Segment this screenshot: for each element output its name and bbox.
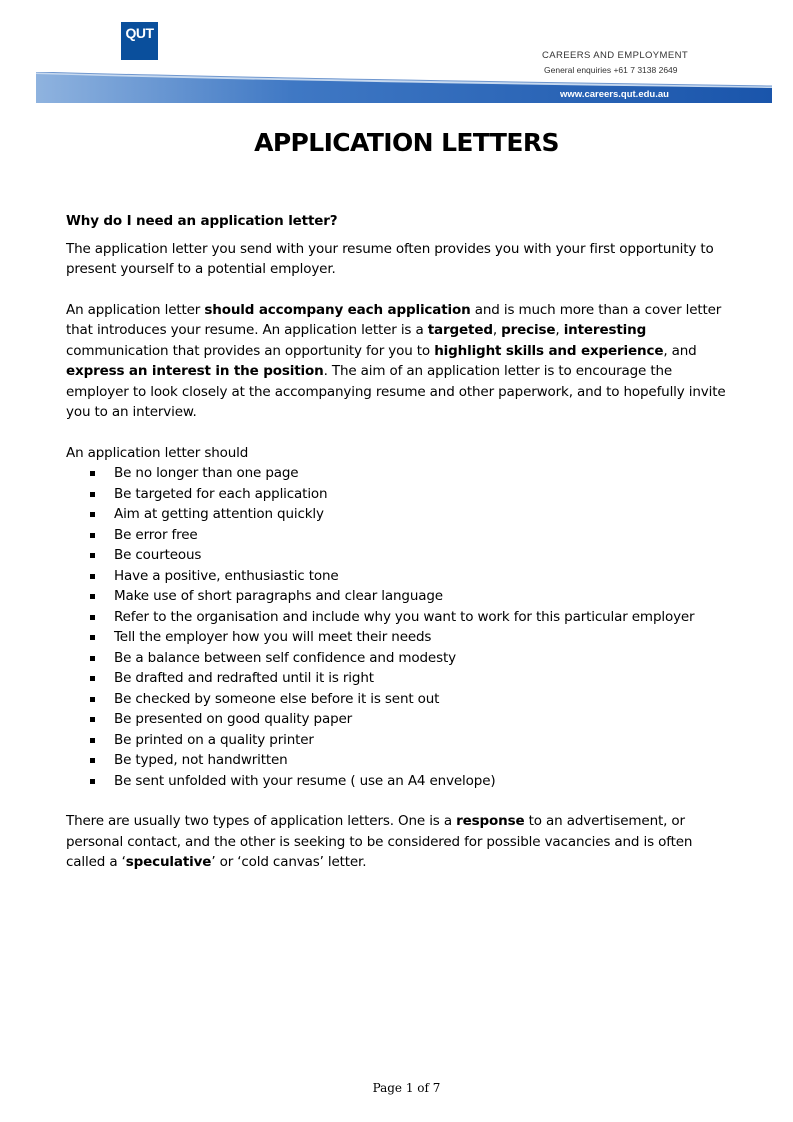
list-item: Aim at getting attention quickly (66, 504, 731, 525)
website-link[interactable]: www.careers.qut.edu.au (560, 89, 669, 100)
list-item: Be error free (66, 525, 731, 546)
types-paragraph: There are usually two types of application letters. One is a response to an advertisement, or personal contact, and the other is seeking to be considered for possible vacancies and is often called a ‘speculative’ or ‘cold canvas’ letter. (66, 813, 693, 870)
list-item: Tell the employer how you will meet their needs (66, 627, 731, 648)
page-number: Page 1 of 7 (372, 1081, 441, 1095)
list-item: Be typed, not handwritten (66, 750, 731, 771)
list-item: Have a positive, enthusiastic tone (66, 566, 731, 587)
list-item: Be no longer than one page (66, 463, 731, 484)
intro-paragraph: The application letter you send with your resume often provides you with your first opportunity to present yourself to a potential employer. (66, 240, 714, 277)
section-heading: Why do I need an application letter? (66, 213, 338, 229)
list-item: Be presented on good quality paper (66, 709, 731, 730)
list-item: Be printed on a quality printer (66, 730, 731, 751)
page-title: APPLICATION LETTERS (254, 128, 559, 157)
list-intro: An application letter should (66, 444, 249, 461)
enquiries-phone: General enquiries +61 7 3138 2649 (544, 65, 678, 75)
list-item: Be a balance between self confidence and modesty (66, 648, 731, 669)
list-item: Refer to the organisation and include why you want to work for this particular employer (66, 607, 731, 628)
list-item: Be sent unfolded with your resume ( use an A4 envelope) (66, 771, 731, 792)
list-item: Be courteous (66, 545, 731, 566)
requirements-list (66, 463, 731, 791)
qut-logo: QUT (121, 22, 158, 60)
document-body (66, 211, 731, 873)
list-item: Be checked by someone else before it is sent out (66, 689, 731, 710)
list-item: Be drafted and redrafted until it is right (66, 668, 731, 689)
list-item: Be targeted for each application (66, 484, 731, 505)
list-item: Make use of short paragraphs and clear language (66, 586, 731, 607)
purpose-paragraph: An application letter should accompany each application and is much more than a cover letter that introduces your resume. An application letter is a targeted, precise, interesting communication that provides an opportunity for you to highlight skills and experience, and express an interest in the position. The aim of an application letter is to encourage the employer to look closely at the accompanying resume and other paperwork, and to hopefully invite you to an interview. (66, 301, 726, 420)
department-name: CAREERS AND EMPLOYMENT (542, 50, 689, 61)
